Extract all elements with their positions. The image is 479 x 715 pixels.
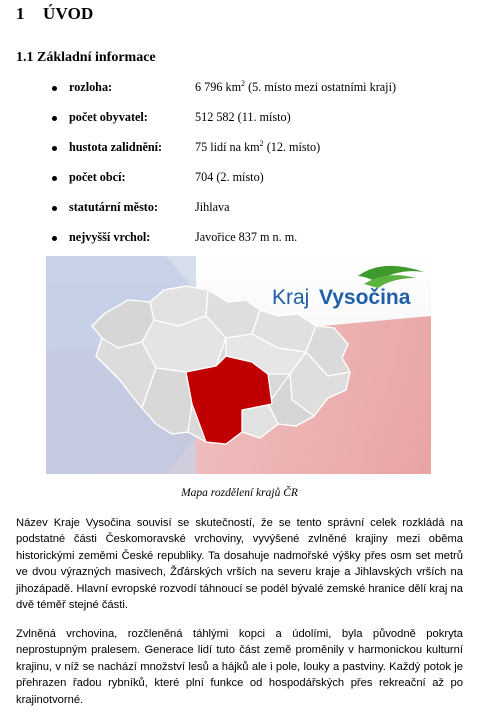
czech-map-icon xyxy=(46,256,431,474)
fact-value: 75 lidí na $km^2$ (12. místo) xyxy=(195,138,321,154)
bullet-icon xyxy=(52,116,57,121)
chapter-number: 1 xyxy=(16,4,25,23)
fact-item-statutory-city xyxy=(52,200,462,230)
bullet-icon xyxy=(52,86,57,91)
paragraph-2: Zvlněná vrchovina, rozčleněná táhlými kopci a údolími, byla původně pokryta neprostupným pralesem. Generace lidí tuto část země proměnily v harmonickou kulturní krajinu, v níž se nachází množství lesů a hájků ale i pole, louky a pastviny. Každý potok je přehrazen řadou rybníků, které plní funkce od hospodářských přes rekreační až po krajinotvorné. xyxy=(16,628,463,706)
paragraph-1: Název Kraje Vysočina souvisí se skutečností, že se tento správní celek rozkládá na podstatné části Českomoravské vrchoviny, vyvýšené zvlněné krajiny mezi oběma historickými zeměmi České republiky. Ta dosahuje nadmořské výšky přes osm set metrů ve dvou výrazných masivech, Žďárských vrších na severu kraje a Jihlavských vrších na jihozápadě. Hlavní evropské rozvodí táhnoucí se podél bývalé zemské hranice dělí kraj na dvě téměř stejné části. xyxy=(16,517,463,612)
region-map-figure xyxy=(46,256,431,474)
fact-label: počet obyvatel: xyxy=(69,110,148,124)
section-heading: 1.1 Základní informace xyxy=(16,50,156,65)
fact-item-area xyxy=(52,80,462,110)
bullet-icon xyxy=(52,146,57,151)
chapter-heading xyxy=(16,4,94,24)
fact-value: 512 582 (11. místo) xyxy=(195,110,291,124)
bullet-icon xyxy=(52,206,57,211)
fact-label: nejvyšší vrchol: xyxy=(69,230,151,244)
fact-label: počet obcí: xyxy=(69,170,126,184)
bullet-icon xyxy=(52,176,57,181)
bullet-icon xyxy=(52,236,57,241)
fact-label: statutární město: xyxy=(69,200,159,214)
fact-label: rozloha: xyxy=(69,80,113,94)
logo-text-vysocina: Vysočina xyxy=(319,286,411,309)
logo-text-kraj: Kraj xyxy=(272,286,310,309)
fact-item-population xyxy=(52,110,462,140)
fact-value: Javořice 837 m n. m. xyxy=(195,230,298,244)
facts-list xyxy=(52,80,462,260)
fact-value: 6 796 $km^2$ (5. místo mezi ostatními kraji) xyxy=(195,78,397,94)
fact-value: Jihlava xyxy=(195,200,230,214)
fact-label: hustota zalidnění: xyxy=(69,140,163,154)
chapter-title: ÚVOD xyxy=(43,4,94,23)
fact-value: 704 (2. místo) xyxy=(195,170,264,184)
figure-caption: Mapa rozdělení krajů ČR xyxy=(181,487,298,499)
fact-item-municipalities xyxy=(52,170,462,200)
fact-item-density xyxy=(52,140,462,170)
